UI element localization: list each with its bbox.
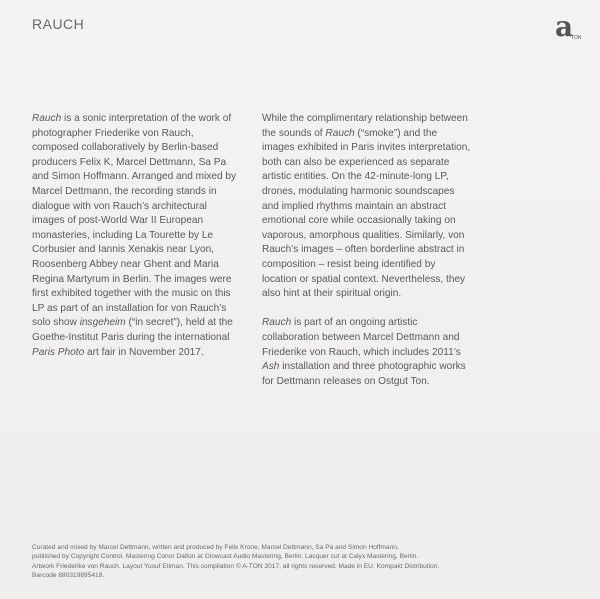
italic-title: Rauch — [262, 317, 292, 329]
credits-block — [32, 543, 572, 581]
svg-text:a: a — [555, 12, 574, 42]
italic-title: Rauch — [32, 113, 62, 124]
liner-notes-right-column — [262, 112, 472, 404]
svg-text:TON: TON — [571, 35, 582, 41]
italic-title: insgeheim — [79, 317, 126, 329]
liner-notes-left-column — [32, 112, 242, 375]
liner-notes-paragraph: Rauch is a sonic interpretation of the work of photographer Friederike von Rauch, composed collaboratively by Berlin-based producers Felix K, Marcel Dettmann, Sa Pa and Simon Hoffmann. Arranged and mixed by Marcel Dettmann, the recording stands in dialogue with von Rauch’s architectural images of post-World War II European monasteries, including La Tourette by Le Corbusier and Iannis Xenakis near Lyon, Roosenberg Abbey near Ghent and Maria Regina Martyrum in Berlin. The images were first exhibited together with the music on this LP as part of an installation for von Rauch’s solo show insgeheim (“in secret”), held at the Goethe-Institut Paris during the international Paris Photo art fair in November 2017. — [32, 113, 237, 358]
italic-title: Paris Photo — [32, 346, 85, 358]
credits-line: Curated and mixed by Marcel Dettmann, written and produced by Felix Krone, Marcel Dettmann, Sa Pa and Simon Hoffmann, — [32, 544, 399, 551]
italic-title: Rauch — [325, 127, 355, 139]
liner-notes-paragraph: Rauch is part of an ongoing artistic collaboration between Marcel Dettmann and Friederike von Rauch, which includes 2011’s Ash installation and three photographic works for Dettmann releases on Ostgut Ton. — [262, 317, 466, 387]
italic-title: Ash — [262, 361, 280, 373]
a-ton-logo-icon — [554, 12, 584, 42]
barcode-line: Barcode 880319895418. — [32, 572, 105, 580]
credits-line: Artwork Friederike von Rauch. Layout Yusuf Etiman. This compilation © A-TON 2017, all rights reserved. Made in EU. Kompakt Distribution. — [32, 562, 440, 570]
credits-line: published by Copyright Control. Mastering Conor Dalton at Glowcast Audio Mastering, Berlin. Lacquer cut at Calyx Mastering, Berlin. — [32, 553, 419, 561]
liner-notes-paragraph: While the complimentary relationship between the sounds of Rauch (“smoke”) and the images exhibited in Paris invites interpretation, both can also be experienced as separate artistic entities. On the 42-minute-long LP, drones, modulating harmonic soundscapes and implied rhythms maintain an abstract emotional core while occasionally taking on vaporous, amorphous qualities. Similarly, von Rauch’s images – often borderline abstract in composition – resist being identified by location or spatial context. Nevertheless, they also hint at their spiritual origin. — [262, 113, 471, 300]
album-title: RAUCH — [32, 16, 85, 32]
